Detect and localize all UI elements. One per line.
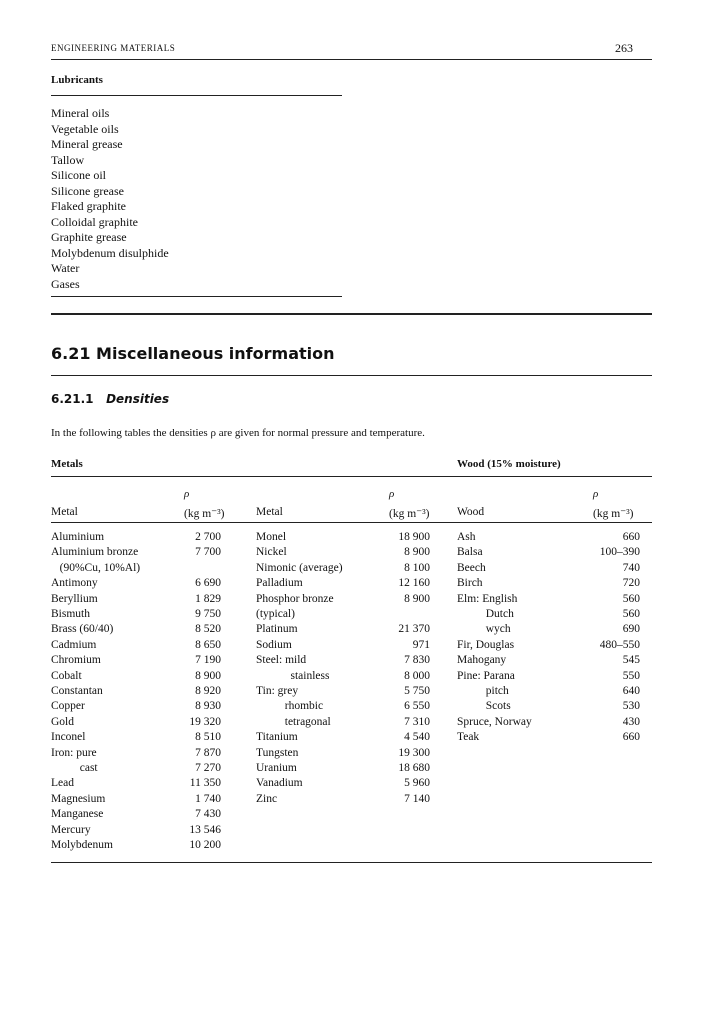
metal-unit-header-2: (kg m⁻³) [389,508,430,520]
lubricants-top-rule [51,95,342,96]
metal-row-name: Gold [51,715,74,728]
wood-row-density: 430 [622,715,640,728]
metal-row-name: Cadmium [51,638,97,651]
metal-row-name: Nickel [256,546,287,559]
lubricant-item: Colloidal graphite [51,214,138,229]
wood-row-name: wych [457,623,511,636]
table-top-rule [51,476,652,477]
metal-row-density: 7 830 [404,654,430,667]
lubricant-item: Mineral oils [51,106,110,120]
metal-row-density: 5 750 [404,685,430,697]
lubricant-item: Silicone oil [51,168,106,182]
metal-row-density: 5 960 [404,777,430,790]
metal-row-density: 1 829 [195,592,221,605]
metal-row-density: 7 190 [195,654,221,667]
wood-table-title: Wood (15% moisture) [457,458,561,470]
metal-row-name: Zinc [256,792,278,805]
metal-unit-header-1: (kg m⁻³) [184,508,225,520]
section-bottom-rule [51,375,652,376]
wood-row-density: 560 [622,592,640,605]
wood-row-name: pitch [457,685,509,697]
metal-row-name: rhombic [256,700,324,713]
metal-row-name: Chromium [51,654,101,667]
metal-row-density: 8 900 [195,669,221,682]
wood-row-name: Teak [457,731,480,744]
metal-row-density: 8 900 [404,546,430,559]
metal-row-name: Uranium [256,762,297,774]
metal-row-density: 8 510 [195,731,221,744]
metal-row-density: 7 430 [195,808,221,821]
metal-row-name: Vanadium [256,777,303,790]
wood-row-name: Beech [457,561,486,574]
metal-row-density: 8 000 [404,669,430,682]
lubricant-item: Vegetable oils [51,121,119,136]
metal-row-density: 971 [412,638,430,651]
metal-col-header-2: Metal [256,506,283,518]
metal-row-name: tetragonal [256,715,331,728]
metal-row-name: Cobalt [51,669,82,682]
wood-row-density: 480–550 [599,638,640,651]
wood-row-name: Birch [457,577,483,590]
metal-row-name: Copper [51,700,85,713]
metal-row-name: Tungsten [256,746,299,759]
lubricant-item: Graphite grease [51,230,127,244]
metal-row-name: cast [51,762,98,774]
metal-row-name: Titanium [256,731,298,744]
wood-row-density: 740 [622,561,640,574]
table-header-rule [51,522,652,523]
metal-row-name: Palladium [256,577,303,590]
wood-row-density: 660 [622,731,640,744]
subsection-name: Densities [106,392,170,406]
metal-rho-symbol-2: ρ [389,488,395,500]
metal-row-density: 8 900 [404,592,430,605]
metal-row-density: 12 160 [398,577,430,590]
wood-row-name: Mahogany [457,654,507,667]
wood-row-name: Elm: English [457,592,518,605]
metal-row-density: 18 900 [398,531,430,543]
lubricant-item: Tallow [51,152,85,167]
page-number: 263 [615,41,633,55]
metal-row-density: 6 550 [404,700,430,713]
lubricant-item: Gases [51,276,80,291]
metal-row-name: Nimonic (average) [256,561,343,574]
wood-row-density: 720 [622,577,640,590]
metal-row-name: Aluminium bronze [51,546,139,559]
metal-row-name: Molybdenum [51,839,113,851]
header-rule [51,59,652,60]
lubricant-item: Mineral grease [51,137,123,151]
metal-row-density: 10 200 [189,839,221,851]
metal-row-name: Tin: grey [256,685,299,697]
metal-row-name: stainless [256,669,330,682]
wood-row-density: 545 [622,654,640,667]
wood-row-name: Fir, Douglas [457,638,515,651]
section-top-rule [51,313,652,315]
running-title: ENGINEERING MATERIALS [51,43,176,53]
metal-row-name: Bismuth [51,608,90,620]
metal-row-density: 7 270 [195,762,221,774]
wood-row-density: 530 [622,700,640,713]
metal-row-density: 11 350 [189,777,221,790]
metal-row-density: 1 740 [195,792,221,805]
wood-row-density: 690 [622,623,640,636]
lubricant-item: Silicone grease [51,183,124,198]
lubricant-item: Flaked graphite [51,199,126,213]
metal-row-density: 7 870 [195,746,221,759]
wood-row-density: 100–390 [599,546,640,559]
subsection-number: 6.21.1 [51,392,94,406]
metal-row-density: 13 546 [189,823,221,836]
metal-row-name: Monel [256,531,287,543]
wood-row-density: 560 [622,608,640,620]
wood-unit-header: (kg m⁻³) [593,508,634,520]
metal-row-name: Mercury [51,823,91,836]
metal-row-name: Platinum [256,623,298,636]
metal-row-density: 7 310 [404,715,430,728]
lubricants-title: Lubricants [51,74,103,86]
wood-row-density: 660 [622,531,640,543]
metal-row-density: 6 690 [195,577,221,590]
metal-row-density: 4 540 [404,731,430,744]
metal-row-density: 8 520 [195,623,221,636]
metal-row-name: Manganese [51,808,104,821]
metal-row-name: (typical) [256,608,295,620]
metal-row-density: 8 100 [404,561,430,574]
metal-row-name: Constantan [51,685,103,697]
table-bottom-rule [51,862,652,863]
metal-rho-symbol-1: ρ [184,488,190,500]
wood-row-name: Pine: Parana [457,669,515,682]
metal-row-density: 8 930 [195,700,221,713]
metals-table-title: Metals [51,458,83,470]
wood-row-name: Balsa [457,546,483,559]
metal-row-name: Phosphor bronze [256,592,334,605]
metal-row-density: 18 680 [398,762,430,774]
metal-row-density: 7 140 [404,792,430,805]
lubricant-item: Molybdenum disulphide [51,245,169,260]
metal-row-name: Iron: pure [51,746,97,759]
lubricant-item: Water [51,261,80,275]
intro-paragraph: In the following tables the densities ρ are given for normal pressure and temperature. [51,427,425,439]
metal-row-name: (90%Cu, 10%Al) [51,561,141,574]
metal-row-density: 19 300 [398,746,430,759]
metal-row-density: 7 700 [195,546,221,559]
wood-row-density: 550 [622,669,640,682]
metal-row-name: Antimony [51,577,98,590]
metal-row-density: 8 650 [195,638,221,651]
metal-col-header-1: Metal [51,506,78,518]
subsection-title [51,392,169,406]
wood-row-density: 640 [622,685,640,697]
metal-row-name: Beryllium [51,592,98,605]
metal-row-density: 21 370 [398,623,430,636]
metal-row-density: 19 320 [189,715,221,728]
metal-row-name: Brass (60/40) [51,623,114,636]
wood-row-name: Spruce, Norway [457,715,532,728]
metal-row-name: Magnesium [51,792,106,805]
wood-rho-symbol: ρ [593,488,599,500]
lubricants-bottom-rule [51,296,342,297]
metal-row-density: 9 750 [195,608,221,620]
wood-col-header: Wood [457,506,485,518]
wood-row-name: Dutch [457,608,514,620]
wood-row-name: Ash [457,531,476,543]
section-title: 6.21 Miscellaneous information [51,344,335,363]
metal-row-density: 2 700 [195,531,221,543]
metal-row-name: Lead [51,777,74,790]
metal-row-name: Sodium [256,638,292,651]
metal-row-name: Steel: mild [256,654,307,667]
metal-row-density: 8 920 [195,685,221,697]
metal-row-name: Aluminium [51,531,105,543]
wood-row-name: Scots [457,700,511,713]
metal-row-name: Inconel [51,731,86,744]
